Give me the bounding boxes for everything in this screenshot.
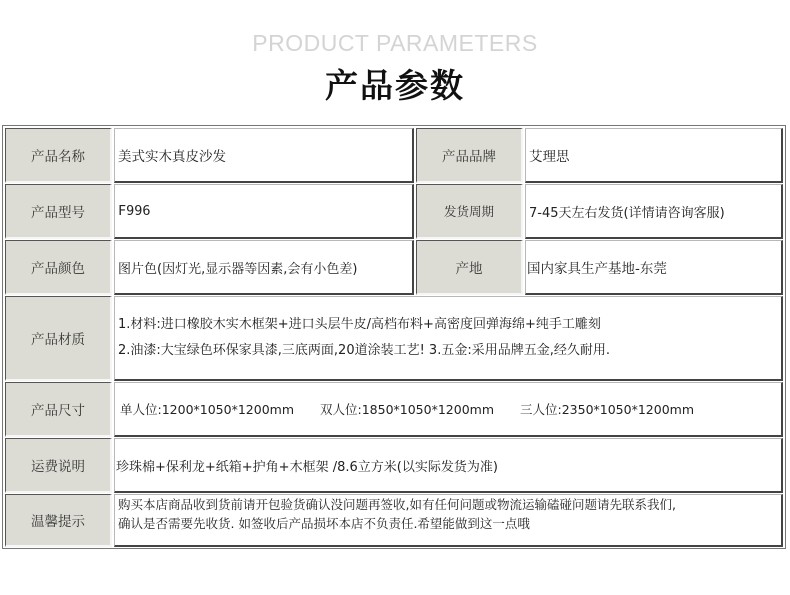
- header-title: 产品参数: [325, 66, 465, 105]
- value-product-brand: 艾理思: [525, 128, 783, 183]
- size-triple: 三人位:2350*1050*1200mm: [520, 402, 694, 417]
- notice-line-2: 确认是否需要先收货. 如签收后产品损坏本店不负责任.希望能做到这一点哦: [118, 516, 530, 531]
- material-line-1: 1.材料:进口橡胶木实木框架+进口头层牛皮/高档布料+高密度回弹海绵+纯手工雕刻: [118, 317, 601, 332]
- value-product-color: 图片色(因灯光,显示器等因素,会有小色差): [114, 240, 414, 295]
- size-double: 双人位:1850*1050*1200mm: [320, 402, 494, 417]
- size-single: 单人位:1200*1050*1200mm: [120, 402, 294, 417]
- label-notice: 温馨提示: [5, 494, 112, 547]
- label-product-size: 产品尺寸: [5, 382, 112, 437]
- parameters-table: [2, 125, 786, 549]
- label-product-model: 产品型号: [5, 184, 112, 239]
- value-product-material: [114, 296, 783, 381]
- value-freight: 珍珠棉+保利龙+纸箱+护角+木框架 /8.6立方米(以实际发货为准): [114, 438, 783, 493]
- label-shipping-period: 发货周期: [416, 184, 523, 239]
- value-origin: 国内家具生产基地-东莞: [525, 240, 783, 295]
- value-notice: [114, 494, 783, 547]
- label-freight: 运费说明: [5, 438, 112, 493]
- material-line-2: 2.油漆:大宝绿色环保家具漆,三底两面,20道涂装工艺! 3.五金:采用品牌五金,经久耐用.: [118, 343, 610, 358]
- value-product-size: [114, 382, 783, 437]
- header-english-title: PRODUCT PARAMETERS: [252, 30, 538, 56]
- label-origin: 产地: [416, 240, 523, 295]
- label-product-material: 产品材质: [5, 296, 112, 381]
- label-product-brand: 产品品牌: [416, 128, 523, 183]
- notice-line-1: 购买本店商品收到货前请开包验货确认没问题再签收,如有任何问题或物流运输磕碰问题请先联系我们,: [118, 497, 676, 512]
- value-product-model: F996: [114, 184, 414, 239]
- label-product-color: 产品颜色: [5, 240, 112, 295]
- label-product-name: 产品名称: [5, 128, 112, 183]
- value-product-name: 美式实木真皮沙发: [114, 128, 414, 183]
- value-shipping-period: 7-45天左右发货(详情请咨询客服): [525, 184, 783, 239]
